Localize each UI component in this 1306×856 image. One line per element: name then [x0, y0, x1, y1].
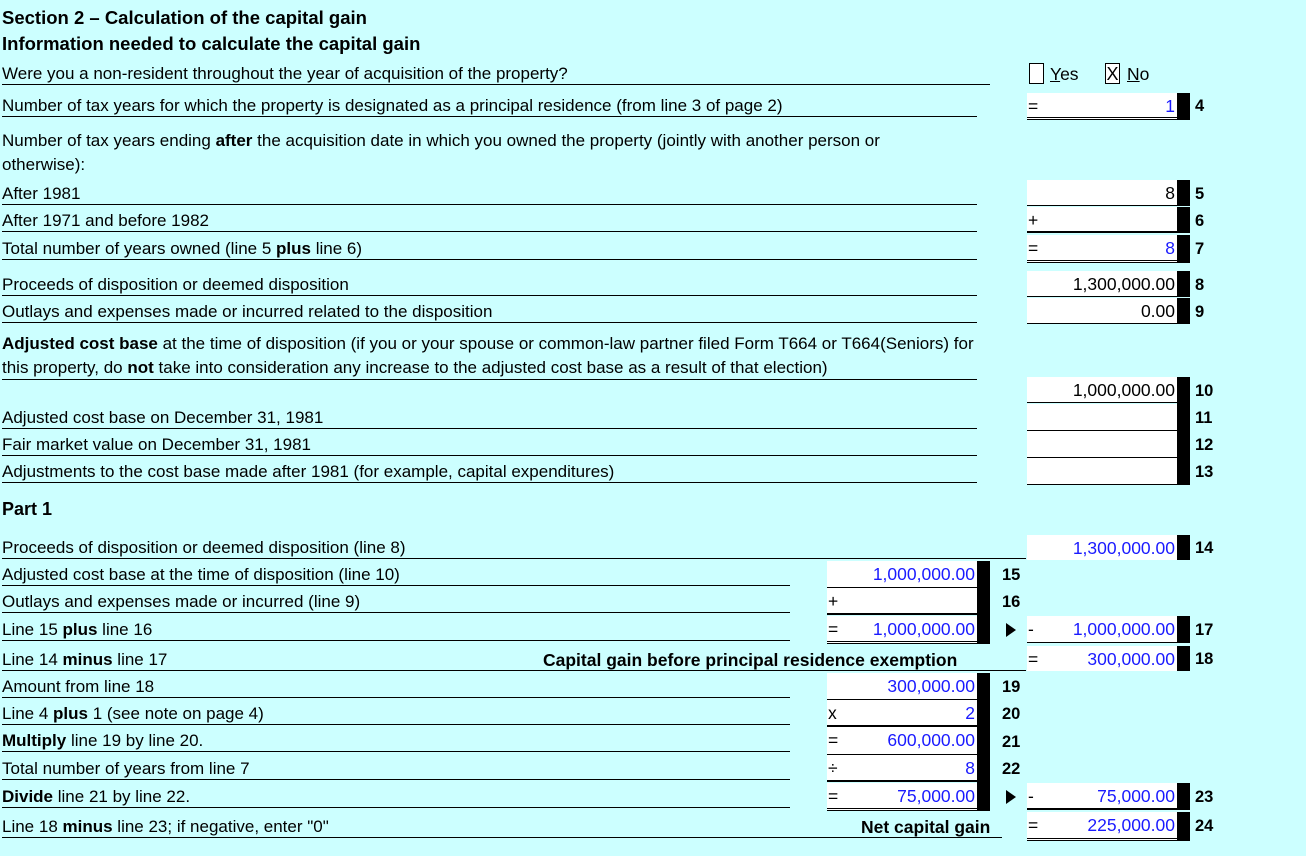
line-20-op: x [828, 703, 837, 723]
yes-label[interactable] [1050, 63, 1079, 85]
line-5-value: 8 [1165, 183, 1175, 203]
line-23-right-op: - [1028, 786, 1034, 806]
line-20-text-bold: plus [53, 704, 88, 723]
intro-text-bold: after [215, 131, 253, 150]
line-13-number: 13 [1195, 463, 1214, 481]
line-15-17-bar [977, 561, 990, 644]
line-7-text-pre: Total number of years owned (line 5 [2, 239, 277, 258]
line-23-right-bar [1177, 783, 1190, 810]
line-14-field[interactable] [1027, 535, 1177, 560]
line-18-number: 18 [1195, 650, 1214, 668]
line-9-number: 9 [1195, 303, 1205, 321]
line-19-23-bar [977, 673, 990, 811]
line-10-label [2, 332, 977, 380]
line-24-number: 24 [1195, 817, 1214, 835]
line-15-number: 15 [1002, 566, 1021, 584]
line-24-text-bold: minus [62, 817, 113, 836]
line-5-number: 5 [1195, 185, 1205, 203]
line-17-text-bold: plus [62, 620, 98, 639]
line-11-field[interactable] [1027, 404, 1177, 431]
line-20-text-post: 1 (see note on page 4) [88, 704, 264, 723]
line-17-right-field[interactable] [1027, 616, 1177, 643]
line-11-label: Adjusted cost base on December 31, 1981 [2, 408, 977, 429]
line-9-bar [1177, 298, 1190, 324]
line-10-field[interactable] [1027, 377, 1177, 403]
line-4-number: 4 [1195, 97, 1205, 115]
line-12-label: Fair market value on December 31, 1981 [2, 435, 977, 456]
line-10-text1: at the time of disposition (if you or your spouse or common-law partner filed Form T664 or T664(Seniors) for this property, do [2, 334, 974, 377]
line-20-label [2, 704, 790, 725]
line-18-value: 300,000.00 [1087, 649, 1175, 669]
line-7-number: 7 [1195, 240, 1205, 258]
line-17-op: = [828, 619, 839, 639]
carry-forward-arrow-icon [1006, 790, 1016, 804]
line-10-value: 1,000,000.00 [1072, 380, 1175, 400]
line-17-right-op: - [1028, 619, 1034, 639]
line-23-op: = [828, 786, 839, 806]
line-24-value: 225,000.00 [1087, 815, 1175, 835]
line-4-bar [1177, 93, 1190, 120]
line-8-value: 1,300,000.00 [1072, 274, 1175, 294]
line-9-field[interactable] [1027, 298, 1177, 324]
line-16-label: Outlays and expenses made or incurred (line 9) [2, 592, 790, 613]
line-17-field[interactable] [827, 616, 977, 644]
line-24-field[interactable] [1027, 812, 1177, 841]
line-8-number: 8 [1195, 276, 1205, 294]
intro-text-post: the acquisition date in which you owned the property (jointly with another person or otherwise): [2, 131, 880, 174]
line-20-text-pre: Line 4 [2, 704, 54, 723]
line-12-number: 12 [1195, 436, 1214, 454]
line-18-text-pre: Line 14 [2, 650, 63, 669]
line-23-text-bold: Divide [2, 787, 54, 806]
yes-accelerator: Y [1050, 64, 1061, 84]
line-21-label [2, 731, 790, 752]
intro-text-pre: Number of tax years ending [2, 131, 216, 150]
line-17-text-post: line 16 [97, 620, 153, 639]
line-8-bar [1177, 271, 1190, 297]
line-22-label: Total number of years from line 7 [2, 759, 790, 780]
part-1-title: Part 1 [2, 499, 53, 519]
line-7-value: 8 [1165, 238, 1175, 258]
line-14-number: 14 [1195, 539, 1214, 557]
nonresident-question: Were you a non-resident throughout the year of acquisition of the property? [2, 64, 990, 85]
line-5-field[interactable] [1027, 180, 1177, 206]
carry-forward-arrow-icon [1006, 623, 1016, 637]
line-14-label: Proceeds of disposition or deemed disposition (line 8) [2, 538, 1026, 559]
capital-gain-before-exemption-label: Capital gain before principal residence exemption [543, 650, 958, 670]
line-4-value: 1 [1165, 96, 1175, 116]
line-21-text-post: line 19 by line 20. [66, 731, 204, 750]
line-9-value: 0.00 [1140, 301, 1175, 321]
line-20-number: 20 [1002, 705, 1021, 723]
line-24-text-post: line 23; if negative, enter "0" [112, 817, 329, 836]
line-5-label: After 1981 [2, 184, 977, 205]
line-15-field[interactable] [827, 561, 977, 588]
line-15-label: Adjusted cost base at the time of disposition (line 10) [2, 565, 790, 586]
line-6-field[interactable] [1027, 207, 1177, 233]
line-23-label [2, 787, 790, 808]
line-4-field[interactable] [1027, 93, 1177, 120]
line-22-value: 8 [965, 758, 975, 778]
line-21-number: 21 [1002, 733, 1021, 751]
yes-label-text: es [1060, 64, 1079, 84]
line-16-number: 16 [1002, 593, 1021, 611]
line-9-label: Outlays and expenses made or incurred related to the disposition [2, 302, 977, 323]
line-21-text-bold: Multiply [2, 731, 67, 750]
line-15-value: 1,000,000.00 [872, 564, 975, 584]
line-18-text-post: line 17 [112, 650, 168, 669]
line-24-op: = [1028, 815, 1039, 835]
line-18-bar [1177, 646, 1190, 671]
line-19-number: 19 [1002, 678, 1021, 696]
line-21-op: = [828, 730, 839, 750]
line-24-text-pre: Line 18 [2, 817, 63, 836]
yes-checkbox[interactable] [1029, 63, 1044, 84]
section-subtitle: Information needed to calculate the capital gain [2, 33, 421, 54]
line-23-text-post: line 21 by line 22. [53, 787, 191, 806]
line-23-field[interactable] [827, 783, 977, 811]
line-17-right-value: 1,000,000.00 [1072, 619, 1175, 639]
no-label-text: o [1139, 64, 1150, 84]
line-4-label: Number of tax years for which the property is designated as a principal residence (from line 3 of page 2) [2, 96, 977, 117]
line-7-field[interactable] [1027, 235, 1177, 263]
no-label[interactable] [1127, 63, 1149, 85]
line-19-label: Amount from line 18 [2, 677, 790, 698]
line-17-right-bar [1177, 616, 1190, 643]
line-7-op: = [1028, 238, 1039, 258]
line-22-number: 22 [1002, 760, 1021, 778]
net-capital-gain-label: Net capital gain [861, 817, 991, 837]
line-8-label: Proceeds of disposition or deemed disposition [2, 275, 977, 296]
line-18-text-bold: minus [62, 650, 113, 669]
no-checkbox[interactable]: X [1106, 64, 1119, 84]
line-20-field[interactable] [827, 700, 977, 727]
line-14-value: 1,300,000.00 [1072, 538, 1175, 558]
line-13-label: Adjustments to the cost base made after 1981 (for example, capital expenditures) [2, 462, 977, 483]
line-19-value: 300,000.00 [887, 676, 975, 696]
line-8-field[interactable] [1027, 271, 1177, 297]
line-4-op: = [1028, 96, 1039, 116]
line-6-label: After 1971 and before 1982 [2, 211, 977, 232]
line-12-field[interactable] [1027, 431, 1177, 458]
years-owned-intro [2, 129, 902, 176]
line-20-value: 2 [965, 703, 975, 723]
line-13-field[interactable] [1027, 458, 1177, 485]
line-24-bar [1177, 812, 1190, 841]
line-10-number: 10 [1195, 382, 1214, 400]
line-19-field[interactable] [827, 673, 977, 700]
line-23-number: 23 [1195, 788, 1214, 806]
line-21-field[interactable] [827, 727, 977, 755]
line-18-field[interactable] [1027, 646, 1177, 671]
line-24-label [2, 817, 1002, 838]
line-10-text-bold2: not [127, 357, 154, 377]
line-16-op: + [828, 591, 839, 611]
line-21-value: 600,000.00 [887, 730, 975, 750]
line-22-field[interactable] [827, 755, 977, 782]
line-14-bar [1177, 535, 1190, 560]
line-23-value: 75,000.00 [897, 786, 975, 806]
line-11-number: 11 [1195, 409, 1213, 427]
line-10-text2: take into consideration any increase to the adjusted cost base as a result of that election) [153, 357, 828, 377]
line-7-text-bold: plus [276, 239, 311, 258]
line-23-right-value: 75,000.00 [1097, 786, 1175, 806]
line-23-right-field[interactable] [1027, 783, 1177, 810]
section-title: Section 2 – Calculation of the capital gain [2, 7, 367, 28]
line-6-bar [1177, 207, 1190, 233]
line-7-label [2, 239, 977, 260]
line-17-label [2, 620, 790, 641]
line-6-number: 6 [1195, 212, 1205, 230]
line-10-13-bar [1177, 377, 1190, 485]
line-17-text-pre: Line 15 [2, 620, 63, 639]
line-6-op: + [1028, 210, 1039, 230]
line-17-value: 1,000,000.00 [872, 619, 975, 639]
line-10-text-bold1: Adjusted cost base [2, 334, 158, 353]
line-18-op: = [1028, 649, 1039, 669]
no-accelerator: N [1127, 64, 1140, 84]
line-7-bar [1177, 235, 1190, 263]
line-22-op: ÷ [828, 758, 838, 778]
line-17-number: 17 [1195, 621, 1214, 639]
line-7-text-post: line 6) [311, 239, 363, 258]
line-5-bar [1177, 180, 1190, 206]
line-16-field[interactable] [827, 588, 977, 615]
